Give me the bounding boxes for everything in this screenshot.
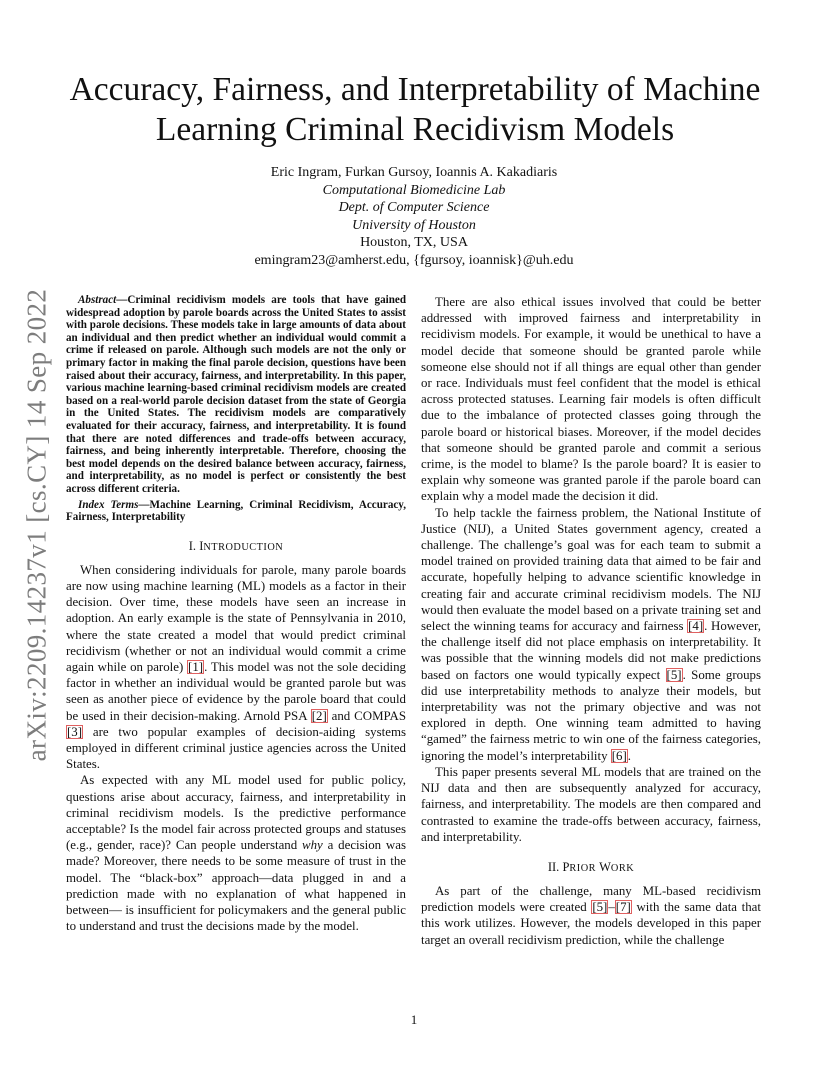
author-emails: emingram23@amherst.edu, {fgursoy, ioannisk}@uh.edu [254,252,574,268]
section-heading-prior-work: II. PRIOR WORK [547,859,635,874]
intro-paragraph-1: When considering individuals for parole, many parole boards are now using machine learning (ML) models as a factor in their decision. Over time, these models have seen an increase in adoption. An early example is the state of Pennsylvania in 2010, where the state created a model that would predict criminal recidivism (whether or not an individual would commit a crime again while on parole) [1]. This model was not the sole deciding factor in whether an individual would be granted parole but was seen as another piece of evidence by the parole board that could be used in their decision-making. Arnold PSA [2] and COMPAS [3] are two popular examples of decision-aiding systems employed in different criminal justice agencies across the United States. [66,562,406,772]
abstract-label: Abstract [78,294,117,306]
arxiv-identifier-text: arXiv:2209.14237v1 [cs.CY] 14 Sep 2022 [21,288,52,762]
abstract [66,294,406,496]
author-location: Houston, TX, USA [360,235,468,250]
citation-link[interactable]: [1] [188,659,204,674]
index-terms [66,499,406,524]
intro-paragraph-5: This paper presents several ML models that are trained on the NIJ data and then are subsequently analyzed for accuracy, fairness, and interpretability. The models are then compared and contrasted to examine the trade-offs between accuracy, fairness, and interpretability. [421,764,761,844]
citation-link[interactable]: [7] [615,900,631,915]
citation-link[interactable]: [2] [311,708,327,723]
citation-link[interactable]: [5] [666,667,682,682]
title-line-1: Accuracy, Fairness, and Interpretability of Machine [69,71,761,108]
citation-link[interactable]: [4] [688,619,704,634]
author-block [200,164,628,269]
arxiv-identifier [20,290,54,760]
author-lab: Computational Biomedicine Lab [322,182,506,198]
author-dept: Dept. of Computer Science [338,200,490,215]
index-terms-label: Index Terms [78,498,139,511]
author-names: Eric Ingram, Furkan Gursoy, Ioannis A. Kakadiaris [270,165,558,180]
emphasis-why: why [302,838,323,853]
intro-paragraph-2: As expected with any ML model used for public policy, questions arise about accuracy, fairness, and interpretability in criminal recidivism models. Is the predictive performance acceptable? Is the model fair across protected groups and statuses (e.g., gender, race)? Can people understand why a decision was made? Moreover, there needs to be some measure of trust in the model. The “black-box” approach—data plugged in and a prediction made with no explanation of what happened in between— is insufficient for policymakers and the general public to understand and trust the decisions made by the model. [66,773,406,934]
citation-link[interactable]: [5] [592,900,608,915]
paper-title [60,70,770,150]
right-column [421,294,761,948]
author-university: University of Houston [352,217,476,233]
citation-link[interactable]: [6] [611,748,627,763]
prior-work-paragraph-1: As part of the challenge, many ML-based recidivism prediction models were created [5]–[7] with the same data that this work utilizes. However, the models developed in this paper target an overall recidivism prediction, while the challenge [421,883,761,947]
section-heading-introduction: I. INTRODUCTION [188,538,284,553]
intro-paragraph-4: To help tackle the fairness problem, the National Institute of Justice (NIJ), a United States government agency, created a challenge. The challenge’s goal was for each team to submit a model trained on provided training data that aimed to be fair and accurate, hopefully helping to advance scientific knowledge in creating fair and accurate criminal recidivism models. The NIJ would then evaluate the model based on a private training set and select the winning teams for accuracy and fairness [4]. However, the challenge itself did not place emphasis on interpretability. It was possible that the winning models did not make predictions based on factors one would typically expect [5]. Some groups did use interpretability methods to analyze their models, but interpretability was not the primary objective and was not explored in depth. One winning team admitted to having “gamed” the fairness metric to win one of the fairness categories, ignoring the model’s interpretability [6]. [421,505,762,763]
index-terms-text: —Machine Learning, Criminal Recidivism, Accuracy, Fairness, Interpretability [66,498,406,524]
left-column [66,294,406,934]
abstract-text: —Criminal recidivism models are tools that have gained widespread adoption by parole boards across the United States to assist with parole decisions. These models take in large amounts of data about an individual and then predict whether an individual would commit a crime if released on parole. Although such models are not the only or primary factor in making the final parole decision, questions have been raised about their accuracy, fairness, and interpretability. In this paper, various machine learning-based criminal recidivism models are created based on a real-world parole decision dataset from the state of Georgia in the United States. The recidivism models are comparatively evaluated for their accuracy, fairness, and interpretability. It is found that there are noted differences and trade-offs between accuracy, fairness, and being inherently interpretable. Therefore, choosing the best model depends on the desired balance between accuracy, fairness, and interpretability, as no model is perfect or consistently the best across different criteria. [66,294,406,495]
citation-link[interactable]: [3] [67,724,83,739]
intro-paragraph-3: There are also ethical issues involved that could be better addressed with improved fairness and interpretability in recidivism models. For example, it would be unethical to have a model decide that someone should be granted parole while someone else should not if all things are equal other than gender or race. Individuals must feel confident that the model is ethical across protected statuses. Learning fair models is often difficult due to the imbalance of protected classes going through the parole board or historical biases. Moreover, if the model decides that someone should be granted parole and commit a serious crime, is the model to blame? Is the parole board? It is easier to explain why someone was granted parole if the parole board can explain why a model made the decision it did. [421,295,761,504]
page-number: 1 [410,1012,418,1027]
title-line-2: Learning Criminal Recidivism Models [155,111,675,148]
